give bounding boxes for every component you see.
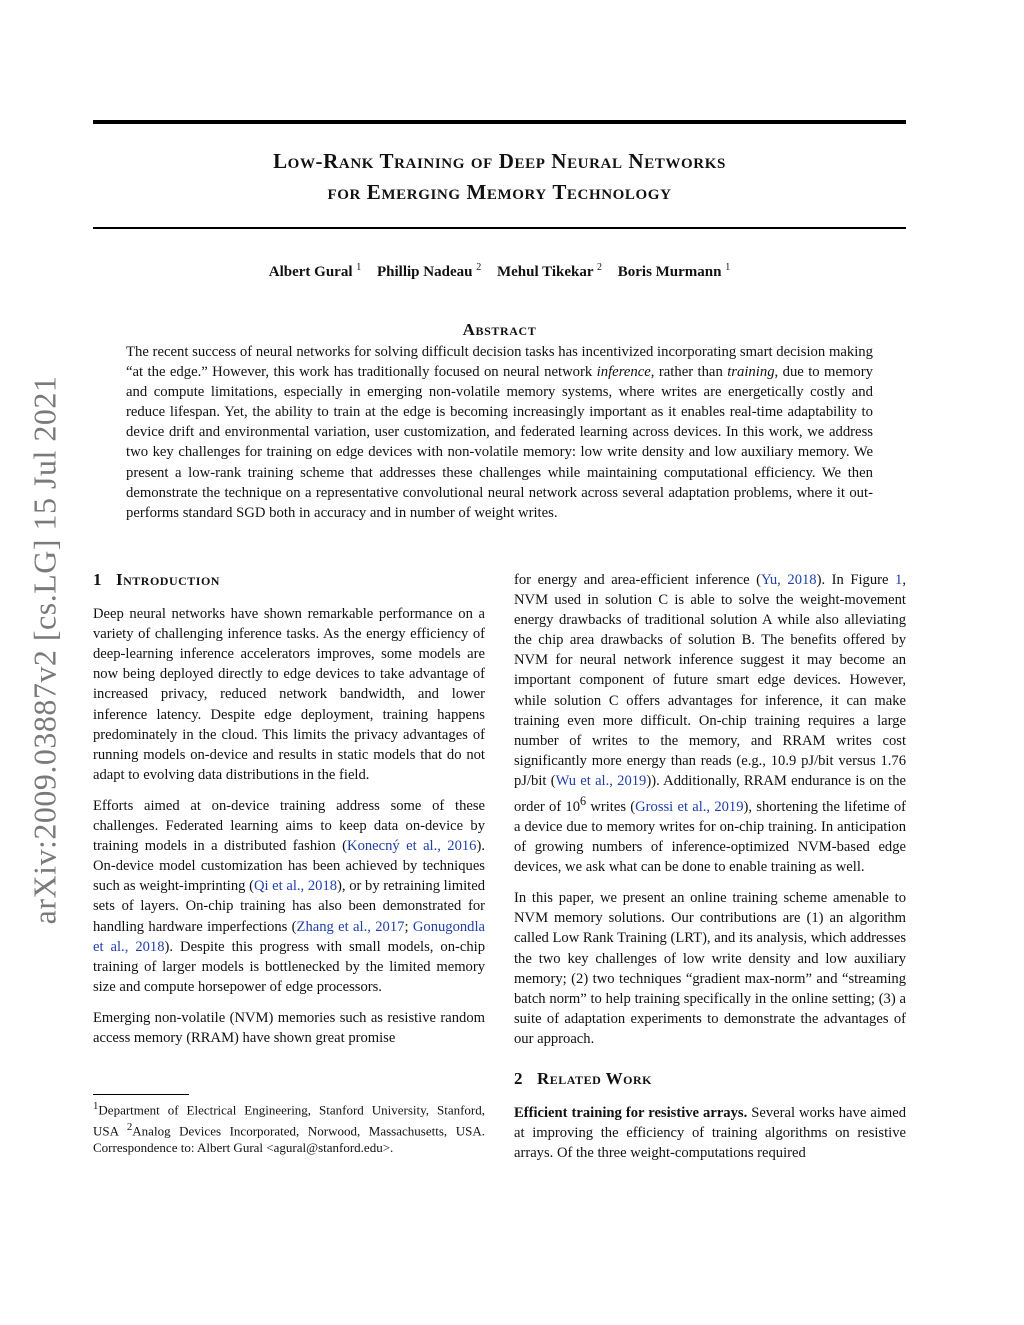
- author: Phillip Nadeau $^2$: [377, 262, 482, 280]
- citation-link[interactable]: Konecný et al., 2016: [347, 838, 477, 855]
- citation-link[interactable]: Gonugondla et al., 2018: [93, 918, 486, 955]
- footnote-rule: [93, 1094, 189, 1095]
- title-bottom-rule: [93, 227, 906, 229]
- author-list: [93, 262, 906, 281]
- title-line-2: for Emerging Memory Technology: [327, 180, 672, 204]
- runin-heading: Efficient training for resistive arrays.: [514, 1105, 748, 1122]
- citation-link[interactable]: Wu et al., 2019: [555, 772, 647, 789]
- paragraph: Deep neural networks have shown remarkable performance on a variety of challenging inference tasks. As the energy efficiency of deep-learning inference accelerators improves, some models are now being deployed directly to edge devices to take advantage of increased privacy, reduced network bandwidth, and lower inference latency. Despite edge deployment, training happens predominately in the cloud. This limits the privacy advantages of running models on-device and results in static models that do not adapt to evolving data distributions in the field.: [93, 606, 485, 783]
- citation-link[interactable]: Yu, 2018: [760, 572, 817, 588]
- figure-link[interactable]: 1: [895, 572, 903, 588]
- title-line-1: Low-Rank Training of Deep Neural Networks: [273, 149, 726, 173]
- paragraph: Efforts aimed at on-device training address some of these challenges. Federated learning aims to keep data on-device by training models in a distributed fashion (Konecný et al., 2016). On-device model customization has been achieved by techniques such as weight-imprinting (Qi et al., 2018), or by retraining limited sets of layers. On-chip training has also been demonstrated for handling hardware imperfections (Zhang et al., 2017; Gonugondla et al., 2018). Despite this progress with small models, on-chip training of larger models is bottlenecked by the limited memory size and compute horsepower of edge processors.: [93, 797, 486, 995]
- citation-link[interactable]: Zhang et al., 2017: [296, 918, 405, 935]
- author: Albert Gural $^1$: [268, 262, 362, 280]
- title-top-rule: [93, 120, 906, 124]
- paper-title: [93, 146, 906, 208]
- paragraph: Efficient training for resistive arrays. Several works have aimed at improving the efficiency of training algorithms on resistive arrays. Of the three weight-computations required: [514, 1105, 906, 1162]
- arxiv-identifier: arXiv:2009.03887v2 [cs.LG] 15 Jul 2021: [26, 375, 63, 925]
- paragraph: In this paper, we present an online training scheme amenable to NVM memory solutions. Our contributions are (1) an algorithm called Low Rank Training (LRT), and its analysis, which addresses the two key challenges of low write density and low auxiliary memory; (2) two techniques “gradient max-norm” and “streaming batch norm” to help training specifically in the online setting; (3) a suite of adaptation experiments to demonstrate the advantages of our approach.: [514, 890, 906, 1047]
- left-column: [93, 570, 485, 1059]
- section-heading: 1 Introduction: [93, 570, 220, 589]
- abstract-body: The recent success of neural networks for solving difficult decision tasks has incentivized incorporating smart decision making “at the edge.” However, this work has traditionally focused on neural network inference, rather than training, due to memory and compute limitations, especially in emerging non-volatile memory systems, where writes are energetically costly and reduce lifespan. Yet, the ability to train at the edge is becoming increasingly important as it enables real-time adaptability to device drift and environmental variation, user customization, and federated learning across devices. In this work, we address two key challenges for training on edge devices with non-volatile memory: low write density and low auxiliary memory. We present a low-rank training scheme that addresses these challenges while maintaining computational efficiency. We then demonstrate the technique on a representative convolutional neural network across several adaptation problems, where it out-performs standard SGD both in accuracy and in number of weight writes.: [126, 344, 873, 521]
- citation-link[interactable]: Grossi et al., 2019: [635, 798, 744, 815]
- affiliation-footnote: $^1$Department of Electrical Engineering, Stanford University, Stanford, USA $^2$Analog Devices Incorporated, Norwood, Massachusetts, USA. Correspondence to: Albert Gural <agural@stanford.edu>.: [93, 1100, 485, 1155]
- abstract-heading: Abstract: [462, 320, 537, 339]
- paragraph: for energy and area-efficient inference (Yu, 2018). In Figure 1, NVM used in solution C is able to solve the weight-movement energy drawbacks of traditional solution A while also alleviating the chip area drawbacks of solution B. The benefits offered by NVM for neural network inference suggest it may become an important component of future smart edge devices. However, while solution C offers advantages for inference, it can make training even more difficult. On-chip training requires a large number of writes to the memory, and RRAM writes cost significantly more energy than reads (e.g., 10.9 pJ/bit versus 1.76 pJ/bit (Wu et al., 2019)). Additionally, RRAM endurance is on the order of $10^6$ writes (Grossi et al., 2019), shortening the lifetime of a device due to memory writes for on-chip training. In anticipation of growing numbers of inference-optimized NVM-based edge devices, we ask what can be done to enable training as well.: [514, 572, 907, 876]
- right-column: [514, 570, 906, 1174]
- author: Boris Murmann $^1$: [617, 262, 731, 280]
- section-heading: 2 Related Work: [514, 1069, 653, 1089]
- paragraph: Emerging non-volatile (NVM) memories such as resistive random access memory (RRAM) have shown great promise: [93, 1009, 485, 1046]
- author: Mehul Tikekar $^2$: [496, 262, 602, 280]
- citation-link[interactable]: Qi et al., 2018: [253, 878, 338, 895]
